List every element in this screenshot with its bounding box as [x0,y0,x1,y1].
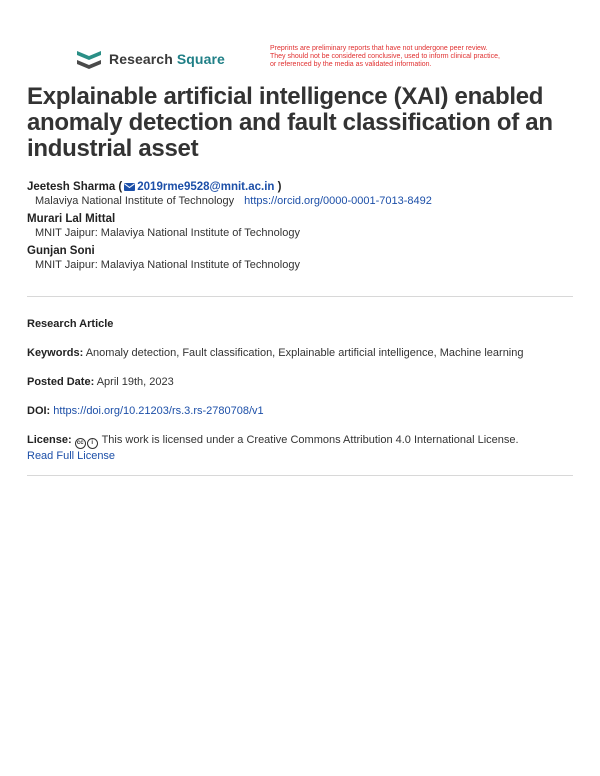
doi-label: DOI: [27,405,51,417]
author-name: Murari Lal Mittal [27,213,116,225]
author-3 [27,244,577,258]
divider [27,475,573,476]
author-2 [27,212,577,226]
author-affiliation: Malaviya National Institute of Technology https://orcid.org/0000-0001-7013-8492 [35,195,432,207]
logo-text: Research Square [109,51,225,67]
posted-value: April 19th, 2023 [96,376,174,388]
license-text: This work is licensed under a Creative Commons Attribution 4.0 International License. [101,434,519,446]
license [27,433,577,463]
paper-title: Explainable artificial intelligence (XAI) enabled anomaly detection and fault classification of an industrial asset [27,83,553,162]
mail-icon [124,183,135,191]
license-label: License: [27,434,72,446]
notice-line: or referenced by the media as validated information. [270,61,432,68]
posted-date [27,375,577,389]
author-name: Gunjan Soni [27,245,95,257]
notice-line: Preprints are preliminary reports that have not undergone peer review. [270,45,488,52]
posted-label: Posted Date: [27,376,95,388]
author-affiliation: MNIT Jaipur: Malaviya National Institute of Technology [35,259,300,271]
research-square-logo[interactable] [75,48,225,70]
doi [27,404,577,418]
notice-line: They should not be considered conclusive, used to inform clinical practice, [270,53,500,60]
author-name: Jeetesh Sharma [27,181,116,193]
research-square-logo-icon [75,48,103,70]
keywords [27,346,577,360]
keywords-value: Anomaly detection, Fault classification, Explainable artificial intelligence, Machine learning [85,347,524,359]
author-list [27,180,577,276]
author-email-link[interactable]: 2019rme9528@mnit.ac.in [137,181,275,193]
doi-link[interactable]: https://doi.org/10.21203/rs.3.rs-2780708/v1 [53,405,264,417]
divider [27,296,573,297]
article-type: Research Article [27,318,114,330]
author-1: Jeetesh Sharma ( 2019rme9528@mnit.ac.in ) [27,181,282,193]
preprint-notice [270,45,570,69]
author-affiliation: MNIT Jaipur: Malaviya National Institute of Technology [35,227,300,239]
creative-commons-icon: cc [75,438,86,449]
keywords-label: Keywords: [27,347,84,359]
orcid-link[interactable]: https://orcid.org/0000-0001-7013-8492 [244,195,432,207]
attribution-icon: i [87,438,98,449]
read-full-license-link[interactable]: Read Full License [27,450,116,462]
